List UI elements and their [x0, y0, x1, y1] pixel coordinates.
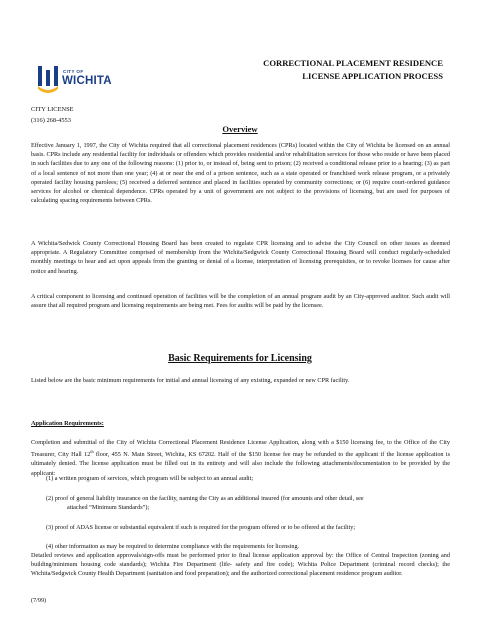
basic-requirements-heading: Basic Requirements for Licensing: [168, 353, 312, 364]
footer-date-code: (7/99): [31, 597, 47, 604]
contact-label: CITY LICENSE: [31, 106, 74, 113]
list-item: (4) other information as may be required to determine compliance with the requirements for licensing.: [46, 543, 300, 550]
closing-paragraph: Detailed reviews and application approvals/sign-offs must be performed prior to final license application approval by: the Office of Central Inspection (zoning and building/minimum housing code standards); Wichita Fire Department (life- safety and fire code); Wichita Police Department (criminal record checks); the Wichita/Sedgwick County Health Department (sanitation and food preparation); and the authorized correctional placement residence program auditor.: [31, 552, 450, 578]
overview-paragraph-3: A critical component to licensing and continued operation of facilities will be the completion of an annual program audit by an City-approved auditor. Such audit will assure that all required program and licensing requirements are being met. Fees for audits will be paid by the licensee.: [31, 293, 450, 310]
application-requirements-heading: Application Requirements:: [31, 420, 104, 427]
city-of-wichita-logo: [36, 64, 112, 94]
title-line-1: CORRECTIONAL PLACEMENT RESIDENCE: [263, 58, 443, 68]
overview-heading: Overview: [222, 124, 258, 134]
basic-intro: Listed below are the basic minimum requirements for initial and annual licensing of any existing, expanded or new CPR facility.: [31, 377, 350, 384]
overview-paragraph-2: A Wichita/Sedwick County Correctional Housing Board has been created to regulate CPR licensing and to advise the City Council on other issues as deemed appropriate. A Regulatory Committee comprised of membership from the Wichita/Sedgwick County Correctional Housing Board will conduct regularly-scheduled monthly meetings to hear and act upon appeals from the granting or denial of a license, interpretation of licensing prerequisites, or to revoke licenses for cause after notice and hearing.: [31, 240, 450, 275]
document-title: [263, 57, 443, 82]
contact-phone: (316) 268-4553: [31, 116, 71, 124]
logo-city-of-text: CITY OF: [63, 69, 84, 74]
list-item: (2) proof of general liability insurance on the facility, naming the City as an additional insured (for amounts and other detail, see attached “Minimum Standards”);: [46, 495, 364, 512]
logo-wichita-text: WICHITA: [62, 75, 112, 87]
title-line-2: LICENSE APPLICATION PROCESS: [302, 70, 443, 81]
list-item: (1) a written program of services, which program will be subject to an annual audit;: [46, 475, 254, 482]
overview-paragraph-1: Effective January 1, 1997, the City of Wichita required that all correctional placement residences (CPRs) located within the City of Wichita be licensed on an annual basis. CPRs include any residential facility for individuals or offenders which provides residential and/or rehabilitation services for those who reside or have been placed in such facilities due to any one of the following reasons: (1) prior to, or instead of, being sent to prison; (2) received a conditional release prior to a hearing; (3) as part of a local sentence of not more than one year; (4) at or near the end of a prison sentence, such as a state operated or franchised work release program, or a privately operated facility housing parolees; (5) received a deferred sentence and placed in facilities operated by community corrections; or (6) require court-ordered guidance services for alcohol or chemical dependence. CPRs operated by a unit of government are not subject to the provisions of licensing, but are used for purposes of calculating spacing requirements between CPRs.: [31, 142, 450, 205]
contact-block: [31, 105, 74, 126]
list-item: (3) proof of ADAS license or substantial equivalent if such is required for the program offered or to be offered at the facility;: [46, 524, 356, 531]
application-paragraph: Completion and submittal of the City of Wichita Correctional Placement Residence License Application, along with a $150 licensing fee, to the Office of the City Treasurer, City Hall 12th floor, 455 N. Main Street, Wichita, KS 67202. Half of the $150 license fee may be refunded to the applicant if the license application is ultimately denied. The license application must be filled out in its entirety and will also include the following attachments/documentation to be provided by the applicant:: [31, 439, 450, 477]
wichita-flag-icon: [36, 64, 60, 94]
